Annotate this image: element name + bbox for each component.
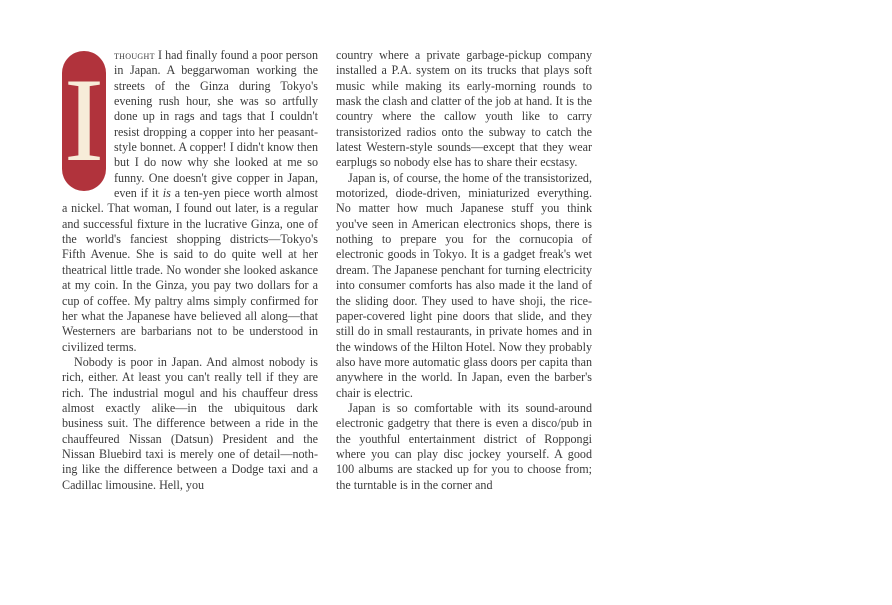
italic-word: is: [162, 186, 171, 201]
opening-word: thought: [114, 48, 155, 62]
drop-cap: [62, 51, 106, 191]
paragraph-text: I had finally found a poor person in Japan. A beggarwoman working the streets of the Ginza during Tokyo's evening rush hour, she was so artfully done up in rags and tags that I couldn't resist dropping a copper into her peasant-style bonnet. A copper! I didn't know then but I do now why she looked at me so funny. One doesn't give copper in Japan, even if it: [114, 48, 318, 201]
paragraph-text: a ten-yen piece worth almost a nickel. That woman, I found out later, is a regular and successful fixture in the lucrative Ginza, one of the world's fanciest shopping districts—Tokyo's Fifth Avenue. She is said to do quite well at her theatrical little trade. No wonder she looked askance at my coin. In the Ginza, you pay two dollars for a cup of coffee. My paltry alms simply confirmed for her what the Japanese have believed all along—that Westerners are barbarians not to be understood in civilized terms.: [62, 186, 318, 354]
article-column-right: [336, 48, 592, 493]
paragraph: Japan is, of course, the home of the transistorized, motorized, diode-driven, miniaturized everything. No matter how much Japanese stuff you think you've seen in American electronics shops, there is nothing to prepare you for the cornucopia of electronic goods in Tokyo. It is a gadget freak's wet dream. The Japanese penchant for turning electricity into consumer comforts has also made it the land of the sliding door. They used to have shoji, the rice-paper-covered light pine doors that slide, and they still do in small restaurants, in private homes and in the windows of the Hilton Hotel. Now they probably also have more automatic glass doors per capita than anywhere in the world. In Japan, even the barber's chair is electric.: [336, 170, 592, 400]
paragraph: Nobody is poor in Japan. And almost nobody is rich, either. At least you can't really tell if they are rich. The industrial mogul and his chauffeur dress almost exactly alike—in the ubiquitous dark business suit. The difference between a ride in the chauffeured Nissan (Datsun) President and the Nissan Bluebird taxi is merely one of detail—nothing like the difference between a Dodge taxi and a Cadillac limousine. Hell, you: [62, 354, 318, 492]
drop-cap-letter: I: [64, 53, 104, 186]
article-column-left: [62, 48, 318, 493]
paragraph: country where a private garbage-pickup company installed a P.A. system on its trucks that plays soft music while making its early-morning rounds to mask the clash and clatter of the job at hand. It is the country where the callow youth like to carry transistorized radios onto the subway to catch the latest Western-style sounds—except that they wear earplugs so nobody else has to share their ecstasy.: [336, 48, 592, 170]
paragraph: Japan is so comfortable with its sound-around electronic gadgetry that there is even a disco/pub in the youthful entertainment district of Roppongi where you can play disc jockey yourself. A good 100 albums are stacked up for you to choose from; the turntable is in the corner and: [336, 400, 592, 492]
